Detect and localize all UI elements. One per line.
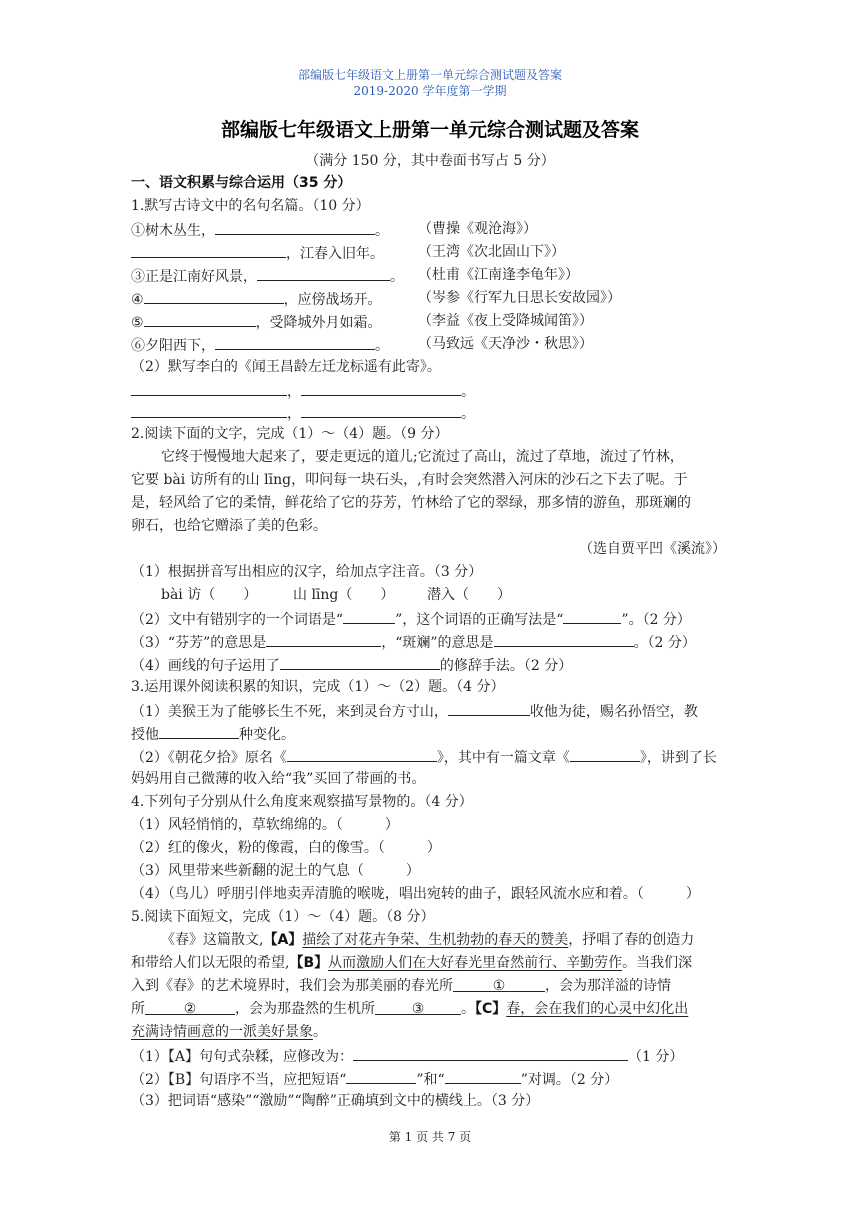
question-5-part-1: （1）【A】句句式杂糅，应修改为： （1 分）: [131, 1045, 683, 1067]
answer-blank[interactable]: [343, 608, 395, 624]
recite-line-5: ⑤ ，受降城外月如霜。: [131, 311, 382, 333]
recite-line-4: ④ ，应傍战场开。: [131, 288, 382, 310]
question-3-heading: 3.运用课外阅读积累的知识，完成（1）～（2）题。（4 分）: [131, 679, 505, 695]
running-header-title: 部编版七年级语文上册第一单元综合测试题及答案: [297, 68, 562, 82]
answer-blank[interactable]: [131, 380, 287, 396]
running-header-term: 2019-2020 学年度第一学期: [353, 84, 507, 98]
recite-line-1: ①树木丛生， 。: [131, 219, 389, 241]
question-2-part-1: （1）根据拼音写出相应的汉字，给加点字注音。（3 分）: [131, 564, 483, 580]
answer-blank[interactable]: [266, 631, 381, 647]
passage-line-2: 它要 bài 访所有的山 līng，叩问每一块石头，,有时会突然潜入河床的沙石之下去了呢。于: [131, 472, 688, 488]
question-2-part-4: （4）画线的句子运用了 的修辞手法。（2 分）: [131, 654, 572, 676]
fill-blank-3[interactable]: ③: [375, 999, 461, 1015]
question-5-part-3: （3）把词语“感染”“激励”“陶醉”正确填到文中的横线上。（3 分）: [131, 1093, 540, 1109]
answer-blank[interactable]: [445, 1068, 521, 1084]
question-3-part-1-line-2: 授他 种变化。: [131, 723, 295, 745]
recite-source-1: （曹操《观沧海》）: [418, 221, 537, 237]
question-4-item-3: （3）风里带来些新翻的泥土的气息（ ）: [131, 863, 420, 879]
q5-passage-line-3: 入到《春》的艺术境界时，我们会为那美丽的春光所 ① ，会为那洋溢的诗情: [131, 978, 671, 994]
recite-source-3: （杜甫《江南逢李龟年》）: [418, 267, 579, 283]
question-3-part-2-line-1: （2）《朝花夕拾》原名《 》，其中有一篇文章《 》，讲到了长: [131, 746, 717, 768]
question-2-heading: 2.阅读下面的文字，完成（1）～（4）题。（9 分）: [131, 426, 449, 442]
answer-blank[interactable]: [144, 311, 256, 327]
recite-line-6: ⑥夕阳西下， 。: [131, 334, 389, 356]
answer-blank[interactable]: [131, 242, 286, 258]
answer-blank[interactable]: [353, 1045, 628, 1061]
answer-blank[interactable]: [346, 1068, 416, 1084]
question-4-item-1: （1）风轻悄悄的，草软绵绵的。（ ）: [131, 817, 399, 833]
poem-answer-line-1: ， 。: [131, 380, 475, 402]
question-5-heading: 5.阅读下面短文，完成（1）～（4）题。（8 分）: [131, 909, 435, 925]
fill-blank-2[interactable]: ②: [145, 999, 235, 1015]
answer-blank[interactable]: [257, 265, 390, 281]
passage-source: （选自贾平凹《溪流》）: [579, 541, 726, 557]
answer-blank[interactable]: [287, 746, 437, 762]
question-4-heading: 4.下列句子分别从什么角度来观察描写景物的。（4 分）: [131, 794, 473, 810]
answer-blank[interactable]: [563, 608, 621, 624]
passage-line-4: 卵石，也给它赠添了美的色彩。: [131, 518, 327, 534]
question-1-heading: 1.默写古诗文中的名句名篇。（10 分）: [131, 198, 370, 214]
answer-blank[interactable]: [159, 723, 239, 739]
answer-blank[interactable]: [301, 402, 461, 418]
answer-blank[interactable]: [144, 288, 284, 304]
q5-passage-line-4: 所 ② ，会为那盎然的生机所 ③ 。【C】春，会在我们的心灵中幻化出: [131, 1001, 689, 1017]
pinyin-item-3: 潜入（ ）: [427, 587, 511, 603]
question-3-part-2-line-2: 妈妈用自己微薄的收入给“我”买回了带画的书。: [131, 771, 426, 787]
pinyin-item-1: bài 访（ ）: [161, 587, 258, 603]
question-4-item-2: （2）红的像火，粉的像霞，白的像雪。（ ）: [131, 840, 441, 856]
question-2-part-2: （2）文中有错别字的一个词语是“ ”，这个词语的正确写法是“ ”。（2 分）: [131, 608, 691, 630]
section-heading: 一、语文积累与综合运用（35 分）: [131, 175, 352, 191]
poem-answer-line-2: ， 。: [131, 402, 475, 424]
score-note: （满分 150 分，其中卷面书写占 5 分）: [305, 153, 555, 169]
recite-source-6: （马致远《天净沙・秋思》）: [418, 336, 593, 352]
answer-blank[interactable]: [494, 631, 634, 647]
page-number: 第 1 页 共 7 页: [388, 1130, 472, 1144]
answer-blank[interactable]: [131, 402, 287, 418]
page-title: 部编版七年级语文上册第一单元综合测试题及答案: [220, 119, 639, 141]
question-3-part-1-line-1: （1）美猴王为了能够长生不死，来到灵台方寸山， 收他为徒，赐名孙悟空，教: [131, 700, 698, 722]
q5-passage-line-2: 和带给人们以无限的希望,【B】从而激励人们在大好春光里奋然前行、辛勤劳作。当我们深: [131, 955, 693, 971]
q5-passage-line-5: 充满诗情画意的一派美好景象。: [131, 1024, 327, 1040]
answer-blank[interactable]: [448, 700, 530, 716]
recite-source-2: （王湾《次北固山下》）: [418, 244, 565, 260]
q5-passage-line-1: 《春》这篇散文,【A】描绘了对花卉争荣、生机勃勃的春天的赞美，抒唱了春的创造力: [161, 932, 695, 948]
question-1-part-2: （2）默写李白的《闻王昌龄左迁龙标遥有此寄》。: [131, 359, 441, 375]
answer-blank[interactable]: [570, 746, 640, 762]
answer-blank[interactable]: [280, 654, 440, 670]
question-4-item-4: （4）（鸟儿）呼朋引伴地卖弄清脆的喉咙，唱出宛转的曲子，跟轻风流水应和着。（ ）: [131, 886, 700, 902]
recite-source-4: （岑参《行军九日思长安故园》）: [418, 290, 621, 306]
answer-blank[interactable]: [215, 219, 375, 235]
recite-line-2: ，江春入旧年。: [131, 242, 384, 264]
question-5-part-2: （2）【B】句语序不当，应把短语“ ”和“ ”对调。（2 分）: [131, 1068, 618, 1090]
passage-line-1: 它终于慢慢地大起来了，要走更远的道儿;它流过了高山，流过了草地，流过了竹林，: [161, 449, 684, 465]
pinyin-item-2: 山 līng（ ）: [293, 587, 395, 603]
answer-blank[interactable]: [215, 334, 375, 350]
passage-line-3: 是，轻风给了它的柔情，鲜花给了它的芬芳，竹林给了它的翠绿，那多情的游鱼，那斑斓的: [131, 495, 691, 511]
answer-blank[interactable]: [301, 380, 461, 396]
question-2-part-3: （3）“芬芳”的意思是 ，“斑斓”的意思是 。（2 分）: [131, 631, 696, 653]
recite-source-5: （李益《夜上受降城闻笛》）: [418, 313, 593, 329]
fill-blank-1[interactable]: ①: [453, 976, 545, 992]
recite-line-3: ③正是江南好风景， 。: [131, 265, 404, 287]
